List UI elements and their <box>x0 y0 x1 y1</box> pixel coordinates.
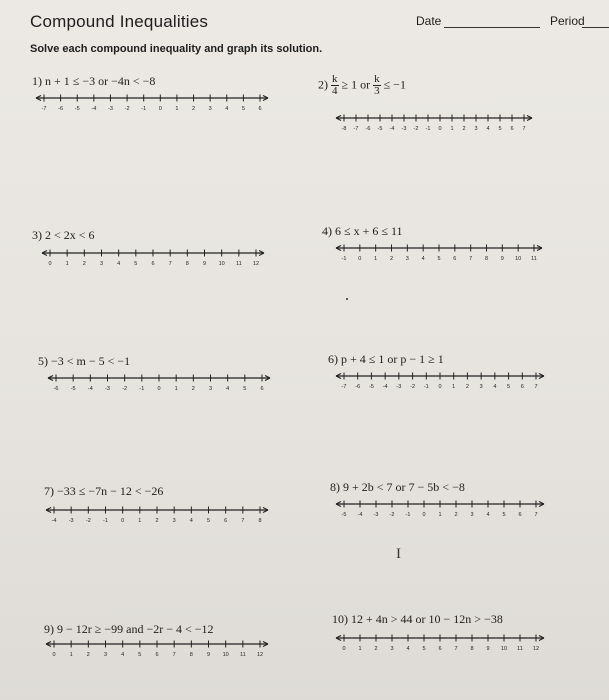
tick-label: 6 <box>151 261 155 267</box>
tick-label: 7 <box>241 518 245 524</box>
tick-label: -7 <box>341 384 347 390</box>
tick-label: -1 <box>425 126 431 132</box>
tick-label: 10 <box>515 256 522 262</box>
tick-label: 4 <box>421 256 425 262</box>
tick-label: -3 <box>373 512 379 518</box>
tick-label: 5 <box>206 518 211 524</box>
number-line-5 <box>46 370 272 396</box>
problem-text: p + 4 ≤ 1 or p − 1 ≥ 1 <box>341 352 444 366</box>
tick-label: -5 <box>368 384 374 390</box>
tick-label: 2 <box>389 256 394 262</box>
tick-label: 7 <box>168 261 172 267</box>
tick-label: 7 <box>534 512 538 518</box>
problem-number: 9) <box>44 622 54 636</box>
problem-text: n + 1 ≤ −3 or −4n < −8 <box>45 74 156 88</box>
instructions: Solve each compound inequality and graph its solution. <box>30 43 323 55</box>
tick-label: 6 <box>438 646 442 652</box>
tick-label: 5 <box>422 646 426 652</box>
tick-label: 6 <box>155 652 159 658</box>
tick-label: 12 <box>252 261 260 267</box>
tick-label: 9 <box>500 256 504 262</box>
problem-number: 4) <box>322 224 332 238</box>
tick-label: -3 <box>401 126 407 132</box>
tick-label: 0 <box>48 261 52 267</box>
page-title: Compound Inequalities <box>30 12 209 31</box>
tick-label: -4 <box>51 518 57 524</box>
problem-number: 1) <box>32 74 42 88</box>
number-line-6 <box>334 368 546 394</box>
tick-label: 3 <box>208 386 213 392</box>
tick-label: 4 <box>121 652 125 658</box>
tick-label: 1 <box>174 386 178 392</box>
tick-label: 9 <box>486 646 490 652</box>
tick-label: -3 <box>396 384 402 390</box>
tick-label: 6 <box>518 512 522 518</box>
problem-number: 8) <box>330 480 340 494</box>
tick-label: -2 <box>85 518 91 524</box>
tick-label: -3 <box>68 518 74 524</box>
tick-label: 4 <box>486 126 490 132</box>
problem-7 <box>44 484 163 499</box>
tick-label: 2 <box>454 512 458 518</box>
tick-label: 2 <box>191 386 195 392</box>
tick-label: 4 <box>117 261 121 267</box>
tick-label: 4 <box>189 518 193 524</box>
tick-label: 5 <box>507 384 511 390</box>
tick-label: 8 <box>189 652 193 658</box>
tick-label: -8 <box>341 126 347 132</box>
tick-label: -1 <box>405 512 411 518</box>
tick-label: 0 <box>358 256 362 262</box>
text-cursor-icon: I <box>396 546 401 562</box>
tick-label: 4 <box>486 512 490 518</box>
period-blank-line <box>582 27 609 28</box>
tick-label: -2 <box>122 386 128 392</box>
tick-label: 3 <box>103 652 108 658</box>
date-label: Date <box>416 14 442 28</box>
tick-label: 2 <box>465 384 469 390</box>
tick-label: 3 <box>405 256 409 262</box>
tick-label: 3 <box>172 518 176 524</box>
tick-label: -4 <box>389 126 395 132</box>
problem-text: −3 < m − 5 < −1 <box>51 354 131 368</box>
tick-label: 0 <box>438 126 442 132</box>
tick-label: 10 <box>218 261 225 267</box>
tick-label: 3 <box>470 512 474 518</box>
problem-5 <box>38 354 130 369</box>
number-line-1 <box>34 90 270 116</box>
tick-label: 0 <box>157 386 161 392</box>
problem-3 <box>32 228 95 243</box>
tick-label: 6 <box>520 384 524 390</box>
fraction-denominator: 3 <box>374 85 380 97</box>
tick-label: 3 <box>474 126 478 132</box>
fraction-k-over-3 <box>373 74 381 97</box>
problem-text: 6 ≤ x + 6 ≤ 11 <box>335 224 403 238</box>
tick-label: 4 <box>493 384 497 390</box>
tick-label: -2 <box>389 512 395 518</box>
stray-mark <box>346 298 348 300</box>
tick-label: 2 <box>86 652 90 658</box>
fraction-numerator: k <box>374 73 380 85</box>
tick-label: 6 <box>258 106 262 112</box>
tick-label: 5 <box>138 652 142 658</box>
tick-label: 8 <box>484 256 489 262</box>
tick-label: -6 <box>365 126 371 132</box>
tick-label: -4 <box>87 386 93 392</box>
problem-9 <box>44 622 214 637</box>
problem-6 <box>328 352 444 367</box>
problem-text: 12 + 4n > 44 or 10 − 12n > −38 <box>351 612 503 626</box>
tick-label: 2 <box>82 261 86 267</box>
problem-number: 10) <box>332 612 348 626</box>
problem-number: 6) <box>328 352 338 366</box>
number-line-7 <box>44 502 270 528</box>
problem-number: 2) <box>318 77 328 92</box>
number-line-8 <box>334 496 546 522</box>
problem-text: 2 < 2x < 6 <box>45 228 95 242</box>
tick-label: 11 <box>517 646 523 652</box>
tick-label: -2 <box>410 384 416 390</box>
tick-label: 0 <box>158 106 162 112</box>
tick-label: 4 <box>225 106 229 112</box>
tick-label: 0 <box>438 384 442 390</box>
tick-label: 7 <box>522 126 526 132</box>
tick-label: 1 <box>450 126 454 132</box>
tick-label: 0 <box>121 518 125 524</box>
problem-10 <box>332 612 503 627</box>
tick-label: -5 <box>74 106 80 112</box>
number-line-10 <box>334 630 546 656</box>
tick-label: 8 <box>185 261 189 267</box>
tick-label: 11 <box>531 256 537 262</box>
problem-2 <box>318 74 406 97</box>
tick-label: 7 <box>534 384 538 390</box>
tick-label: -4 <box>357 512 363 518</box>
fraction-denominator: 4 <box>332 85 338 97</box>
tick-label: -5 <box>377 126 383 132</box>
date-blank-line <box>444 27 540 28</box>
tick-label: 6 <box>453 256 457 262</box>
tick-label: -1 <box>141 106 147 112</box>
tick-label: -7 <box>353 126 359 132</box>
tick-label: -1 <box>423 384 429 390</box>
tick-label: -1 <box>341 256 347 262</box>
tick-label: 1 <box>175 106 179 112</box>
tick-label: 9 <box>202 261 207 267</box>
tick-label: 1 <box>374 256 378 262</box>
tick-label: 2 <box>374 646 378 652</box>
tick-label: 0 <box>422 512 426 518</box>
period-label: Period <box>550 14 585 28</box>
tick-label: 8 <box>470 646 474 652</box>
tick-label: 7 <box>172 652 176 658</box>
tick-label: 5 <box>241 106 245 112</box>
tick-label: 3 <box>208 106 212 112</box>
tick-label: 6 <box>510 126 514 132</box>
tick-label: -5 <box>70 386 76 392</box>
tick-label: -5 <box>341 512 347 518</box>
tick-label: -7 <box>41 106 47 112</box>
tick-label: 4 <box>406 646 410 652</box>
tick-label: 11 <box>235 261 242 267</box>
tick-label: -6 <box>355 384 361 390</box>
tick-label: -2 <box>413 126 419 132</box>
tick-label: 2 <box>155 518 159 524</box>
tick-label: -4 <box>91 106 97 112</box>
tick-label: -3 <box>105 386 110 392</box>
fraction-k-over-4 <box>331 74 339 97</box>
tick-label: 2 <box>462 126 466 132</box>
tick-label: 12 <box>256 652 264 658</box>
tick-label: 1 <box>452 384 456 390</box>
tick-label: 5 <box>498 126 502 132</box>
tick-label: 10 <box>222 652 229 658</box>
number-line-3 <box>40 245 266 271</box>
tick-label: -2 <box>124 106 130 112</box>
tick-label: -6 <box>58 106 64 112</box>
tick-label: 4 <box>226 386 230 392</box>
tick-label: 3 <box>390 646 394 652</box>
tick-label: 0 <box>342 646 346 652</box>
tick-label: -4 <box>382 384 388 390</box>
tick-label: 1 <box>69 652 73 658</box>
number-line-4 <box>334 240 544 266</box>
tick-label: 11 <box>239 652 246 658</box>
tick-label: 5 <box>502 512 506 518</box>
tick-label: 6 <box>224 518 228 524</box>
tick-label: 12 <box>532 646 540 652</box>
problem-number: 3) <box>32 228 42 242</box>
tick-label: 5 <box>243 386 247 392</box>
tick-label: 1 <box>65 261 69 267</box>
tick-label: 3 <box>99 261 104 267</box>
problem-number: 7) <box>44 484 54 498</box>
tick-label: -3 <box>108 106 113 112</box>
tick-label: 6 <box>260 386 264 392</box>
tick-label: 7 <box>469 256 473 262</box>
problem-4 <box>322 224 403 239</box>
tick-label: 8 <box>258 518 262 524</box>
number-line-2 <box>334 110 534 136</box>
tick-label: 1 <box>138 518 142 524</box>
number-line-9 <box>44 636 270 662</box>
tick-label: -6 <box>53 386 59 392</box>
tick-label: 5 <box>134 261 138 267</box>
tick-label: 3 <box>479 384 483 390</box>
problem-text-end: ≤ −1 <box>383 77 406 92</box>
tick-label: 2 <box>192 106 196 112</box>
tick-label: 5 <box>437 256 441 262</box>
tick-label: -1 <box>103 518 108 524</box>
problem-text-middle: ≥ 1 or <box>341 77 371 92</box>
problem-number: 5) <box>38 354 48 368</box>
tick-label: 10 <box>500 646 508 652</box>
problem-8 <box>330 480 465 495</box>
tick-label: 0 <box>52 652 56 658</box>
problem-1 <box>32 74 155 89</box>
problem-text: 9 − 12r ≥ −99 and −2r − 4 < −12 <box>57 622 214 636</box>
problem-text: −33 ≤ −7n − 12 < −26 <box>57 484 164 498</box>
problem-text: 9 + 2b < 7 or 7 − 5b < −8 <box>343 480 465 494</box>
fraction-numerator: k <box>332 73 338 85</box>
tick-label: 1 <box>358 646 362 652</box>
tick-label: 7 <box>454 646 458 652</box>
tick-label: 9 <box>206 652 211 658</box>
tick-label: 1 <box>438 512 442 518</box>
tick-label: -1 <box>139 386 145 392</box>
